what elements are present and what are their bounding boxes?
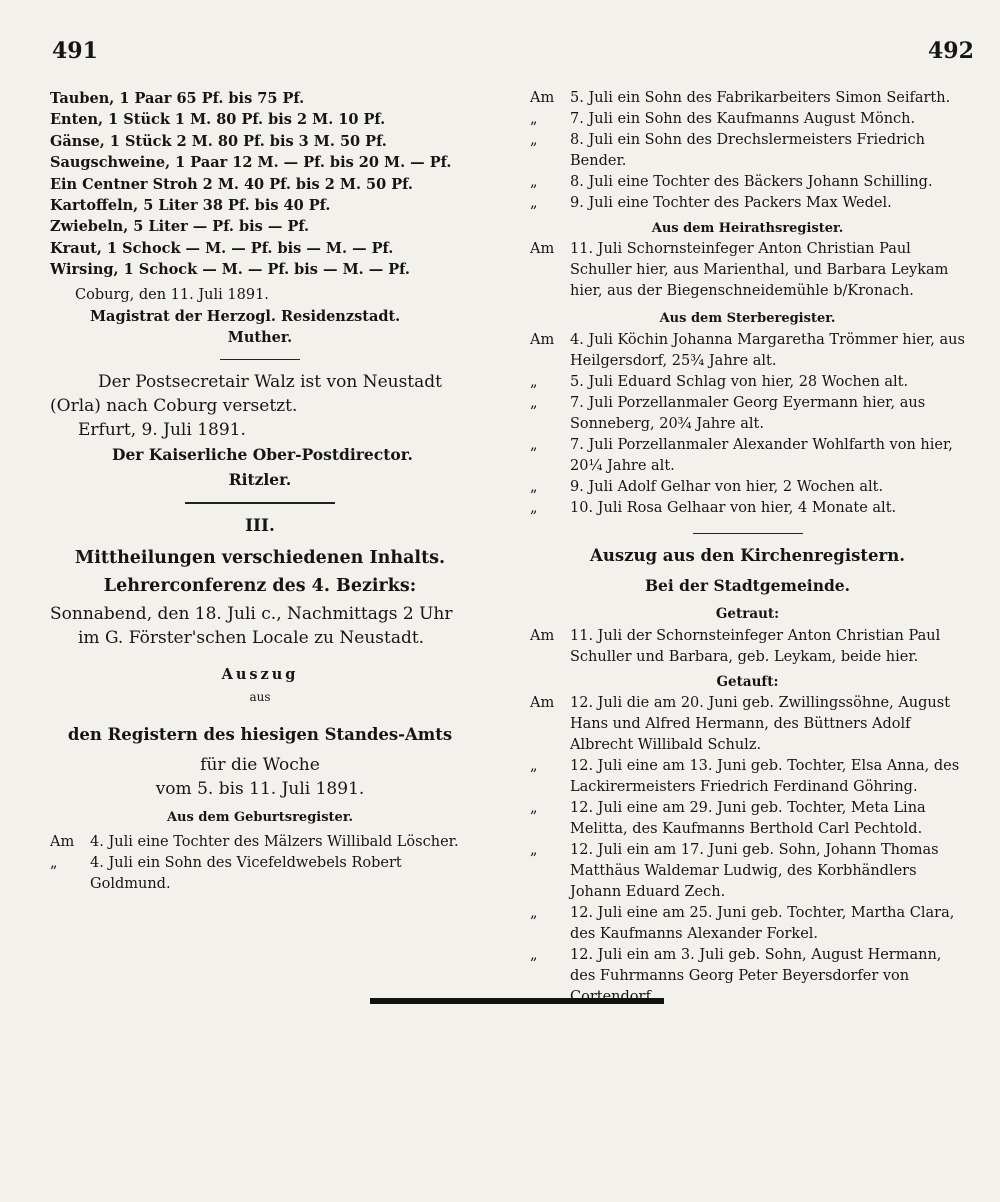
list-item: [530, 130, 965, 172]
price-line: Kartoffeln, 5 Liter 38 Pf. bis 40 Pf.: [50, 197, 331, 215]
deaths-list: [530, 330, 965, 519]
entry-prefix: „: [530, 436, 538, 453]
post-notice-cont: (Orla) nach Coburg versetzt.: [50, 396, 298, 417]
price-line: Tauben, 1 Paar 65 Pf. bis 75 Pf.: [50, 90, 305, 107]
entry-text: 7. Juli Porzellanmaler Georg Eyermann hier, aus Sonneberg, 20¾ Jahre alt.: [570, 394, 926, 432]
week-line: für die Woche: [200, 754, 320, 775]
list-item: [530, 393, 965, 435]
list-item: [530, 903, 965, 945]
entry-prefix: „: [50, 855, 58, 872]
list-item: [530, 798, 965, 840]
entry-text: 10. Juli Rosa Gelhaar von hier, 4 Monate alt.: [570, 499, 897, 516]
list-item: [530, 88, 965, 109]
entry-text: 8. Juli ein Sohn des Drechslermeisters Friedrich Bender.: [570, 132, 926, 169]
entry-text: 4. Juli Köchin Johanna Margaretha Trömmer hier, aus Heilgersdorf, 25¾ Jahre alt.: [570, 331, 965, 369]
getauft-header: Getauft:: [716, 673, 779, 690]
entry-prefix: Am: [50, 834, 75, 851]
list-item: [530, 693, 965, 756]
price-list: [50, 88, 470, 281]
entry-text: 4. Juli eine Tochter des Mälzers Willibald Löscher.: [90, 834, 459, 851]
page-number-right: 492: [928, 38, 974, 64]
entry-text: 7. Juli ein Sohn des Kaufmanns August Mönch.: [570, 111, 916, 127]
oberpost-signature: Der Kaiserliche Ober-Postdirector.: [112, 445, 413, 465]
post-notice: Der Postsecretair Walz ist von Neustadt: [98, 372, 442, 393]
price-line: Kraut, 1 Schock — M. — Pf. bis — M. — Pf.: [50, 239, 394, 257]
entry-text: 4. Juli ein Sohn des Vicefeldwebels Robert Goldmund.: [90, 855, 402, 893]
price-line: Wirsing, 1 Schock — M. — Pf. bis — M. — Pf.: [50, 261, 410, 279]
price-line: Gänse, 1 Stück 2 M. 80 Pf. bis 3 M. 50 Pf.: [50, 132, 387, 150]
entry-prefix: „: [530, 111, 538, 127]
auszug-heading: Auszug: [221, 665, 299, 683]
aus-heading: aus: [249, 690, 271, 705]
bottom-thick-rule: [370, 998, 664, 1004]
conference-line: Sonnabend, den 18. Juli c., Nachmittags 2 Uhr: [50, 603, 453, 624]
entry-prefix: Am: [530, 90, 555, 106]
page-number-left: 491: [52, 38, 98, 64]
entry-prefix: Am: [530, 695, 555, 712]
conference-line: im G. Förster'schen Locale zu Neustadt.: [78, 627, 425, 648]
entry-prefix: „: [530, 174, 538, 190]
price-line: Ein Centner Stroh 2 M. 40 Pf. bis 2 M. 50 Pf.: [50, 175, 413, 193]
divider: [693, 533, 803, 535]
price-line: Saugschweine, 1 Paar 12 M. — Pf. bis 20 M. — Pf.: [50, 154, 452, 172]
entry-prefix: „: [530, 132, 538, 148]
week-line: vom 5. bis 11. Juli 1891.: [155, 778, 365, 799]
section-number: III.: [245, 515, 275, 536]
entry-prefix: „: [530, 905, 538, 922]
list-item: [50, 832, 470, 853]
list-item: [530, 477, 965, 498]
list-item: [530, 239, 965, 302]
entry-text: 12. Juli die am 20. Juni geb. Zwillingssöhne, August Hans und Alfred Hermann, des Büttners Adolf Albrecht Willibald Schulz.: [570, 695, 951, 754]
entry-text: 5. Juli ein Sohn des Fabrikarbeiters Simon Seifarth.: [570, 90, 951, 106]
entry-prefix: „: [530, 499, 538, 516]
getraut-header: Getraut:: [715, 606, 780, 623]
erfurt-date: Erfurt, 9. Juli 1891.: [78, 420, 246, 441]
coburg-date: Coburg, den 11. Juli 1891.: [75, 286, 269, 303]
list-item: [530, 626, 965, 668]
church-subtitle: Bei der Stadtgemeinde.: [644, 576, 851, 596]
entry-text: 11. Juli Schornsteinfeger Anton Christian Paul Schuller hier, aus Marienthal, und Barbara Leykam hier, aus der Biegenschneidemühle b/Kronach.: [570, 241, 949, 300]
entry-prefix: „: [530, 394, 538, 411]
conference-title: Lehrerconferenz des 4. Bezirks:: [103, 575, 417, 596]
list-item: [530, 840, 965, 903]
list-item: [530, 109, 965, 130]
right-column: [530, 88, 965, 1008]
price-line: Enten, 1 Stück 1 M. 80 Pf. bis 2 M. 10 Pf.: [50, 111, 386, 129]
left-column: [50, 88, 470, 895]
list-item: [530, 756, 965, 798]
entry-prefix: Am: [530, 331, 555, 348]
list-item: [50, 853, 470, 895]
entry-prefix: „: [530, 373, 538, 390]
magistrat-signature: Magistrat der Herzogl. Residenzstadt.: [90, 308, 401, 326]
entry-prefix: „: [530, 195, 538, 211]
entry-text: 12. Juli eine am 25. Juni geb. Tochter, Martha Clara, des Kaufmanns Alexander Forkel.: [570, 905, 955, 943]
church-title: Auszug aus den Kirchenregistern.: [590, 546, 905, 566]
list-item: [530, 372, 965, 393]
divider: [220, 359, 300, 361]
entry-text: 9. Juli Adolf Gelhar von hier, 2 Wochen alt.: [570, 478, 884, 495]
birth-register-header: Aus dem Geburtsregister.: [166, 809, 354, 825]
entry-text: 8. Juli eine Tochter des Bäckers Johann Schilling.: [570, 174, 933, 190]
getauft-list: [530, 693, 965, 1008]
entry-text: 12. Juli eine am 29. Juni geb. Tochter, Meta Lina Melitta, des Kaufmanns Berthold Carl Pechtold.: [570, 800, 926, 838]
list-item: [530, 193, 965, 214]
section-title: Mittheilungen verschiedenen Inhalts.: [74, 547, 446, 568]
price-line: Zwiebeln, 5 Liter — Pf. bis — Pf.: [50, 218, 310, 236]
registers-title: den Registern des hiesigen Standes-Amts: [67, 724, 453, 744]
entry-text: 5. Juli Eduard Schlag von hier, 28 Wochen alt.: [570, 373, 909, 390]
entry-text: 12. Juli ein am 17. Juni geb. Sohn, Johann Thomas Matthäus Waldemar Ludwig, des Korbhändlers Johann Eduard Zech.: [570, 842, 939, 901]
births-right-list: [530, 88, 965, 214]
list-item: [530, 330, 965, 372]
death-register-header: Aus dem Sterberegister.: [659, 311, 836, 327]
entry-text: 12. Juli eine am 13. Juni geb. Tochter, Elsa Anna, des Lackirermeisters Friedrich Ferdinand Göhring.: [570, 758, 960, 796]
magistrat-name: Muther.: [227, 329, 293, 347]
entry-text: 7. Juli Porzellanmaler Alexander Wohlfarth von hier, 20¼ Jahre alt.: [570, 436, 953, 474]
marriage-register-header: Aus dem Heirathsregister.: [651, 221, 844, 236]
entry-prefix: „: [530, 842, 538, 859]
births-left-list: [50, 832, 470, 895]
entry-prefix: Am: [530, 241, 555, 258]
entry-prefix: Am: [530, 627, 555, 644]
list-item: [530, 498, 965, 519]
entry-text: 12. Juli ein am 3. Juli geb. Sohn, August Hermann, des Fuhrmanns Georg Peter Beyersdorfer von: [570, 947, 942, 985]
entry-prefix: „: [530, 947, 538, 964]
list-item: [530, 172, 965, 193]
entry-prefix: „: [530, 800, 538, 817]
entry-prefix: „: [530, 758, 538, 775]
entry-text: 9. Juli eine Tochter des Packers Max Wedel.: [570, 195, 892, 211]
entry-text: 11. Juli der Schornsteinfeger Anton Christian Paul Schuller und Barbara, geb. Leykam, beide hier.: [570, 627, 941, 665]
list-item: [530, 435, 965, 477]
divider: [185, 502, 335, 504]
oberpost-name: Ritzler.: [228, 470, 292, 490]
entry-prefix: „: [530, 478, 538, 495]
